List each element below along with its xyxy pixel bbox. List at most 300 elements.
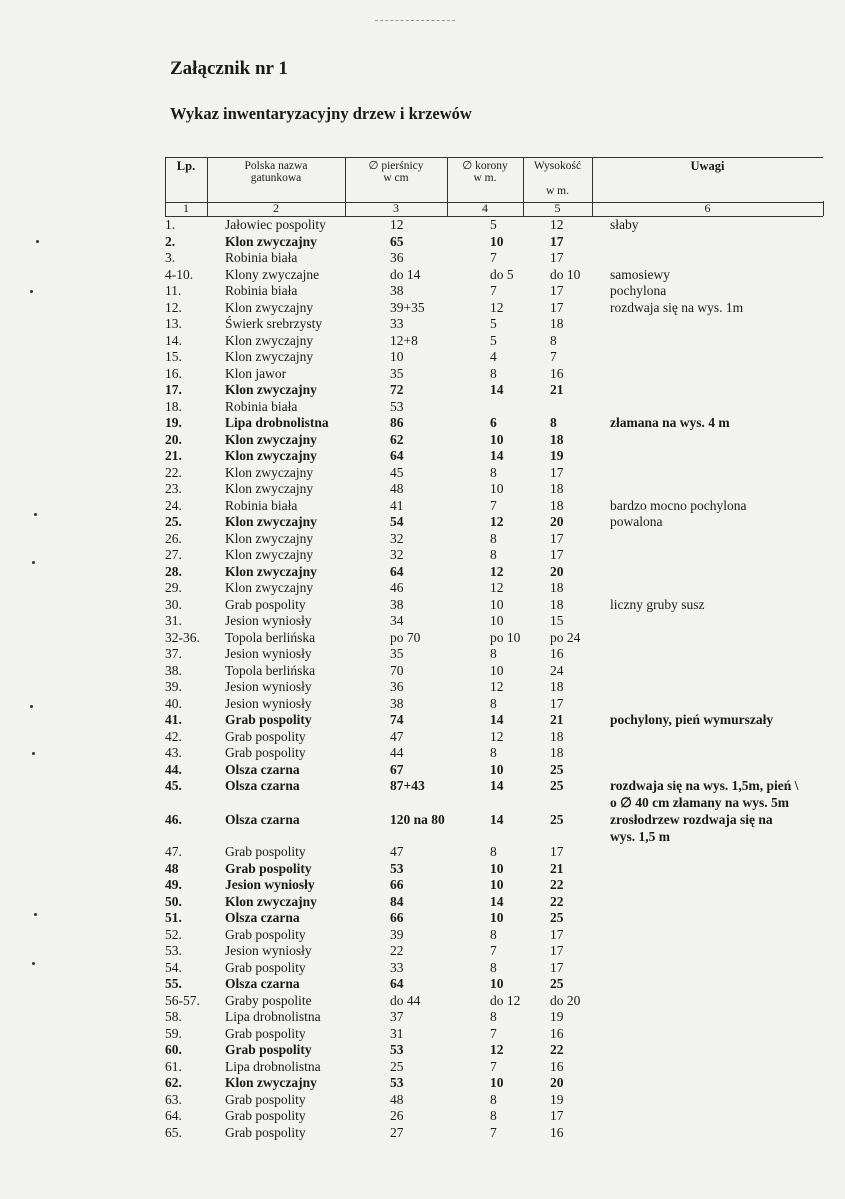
row-korona: 10 — [490, 431, 504, 447]
row-wysokosc: 18 — [550, 596, 564, 612]
row-species: Grab pospolity — [225, 1025, 306, 1041]
row-wysokosc: 25 — [550, 812, 564, 827]
row-piersnica: 84 — [390, 893, 404, 909]
row-uwagi: zrosłodrzew rozdwaja się na wys. 1,5 m — [610, 812, 773, 844]
row-korona: 5 — [490, 332, 497, 348]
row-piersnica: 36 — [390, 679, 404, 694]
row-species: Grab pospolity — [225, 728, 306, 744]
row-wysokosc: 17 — [550, 844, 564, 859]
row-wysokosc: 16 — [550, 1025, 564, 1041]
row-lp: 49. — [165, 877, 182, 892]
row-wysokosc: 18 — [550, 728, 564, 744]
row-species: Olsza czarna — [225, 976, 300, 991]
row-wysokosc: 22 — [550, 1042, 564, 1057]
row-wysokosc: 17 — [550, 299, 564, 315]
row-piersnica: 86 — [390, 415, 404, 430]
row-piersnica: 22 — [390, 943, 404, 958]
row-korona: 10 — [490, 761, 504, 777]
row-wysokosc: 25 — [550, 910, 564, 925]
row-korona: 7 — [490, 497, 497, 513]
row-lp: 58. — [165, 1009, 182, 1024]
scan-speck — [34, 913, 37, 916]
row-wysokosc: 21 — [550, 860, 564, 876]
row-lp: 4-10. — [165, 266, 194, 282]
row-korona: 8 — [490, 844, 497, 859]
row-species: Klon zwyczajny — [225, 580, 314, 595]
row-lp: 22. — [165, 464, 182, 480]
row-piersnica: 53 — [390, 1042, 404, 1057]
row-species: Graby pospolite — [225, 992, 312, 1008]
row-uwagi: samosiewy — [610, 266, 670, 282]
row-wysokosc: 8 — [550, 415, 557, 430]
row-korona: 4 — [490, 349, 497, 364]
row-lp: 12. — [165, 299, 182, 315]
row-lp: 37. — [165, 646, 182, 661]
row-species: Klon zwyczajny — [225, 299, 314, 315]
row-species: Klon zwyczajny — [225, 481, 314, 496]
row-wysokosc: 19 — [550, 448, 564, 463]
row-korona: 8 — [490, 1108, 497, 1123]
row-piersnica: 38 — [390, 695, 404, 711]
row-lp: 50. — [165, 893, 182, 909]
row-species: Grab pospolity — [225, 959, 306, 975]
row-wysokosc: 17 — [550, 283, 564, 298]
row-piersnica: 47 — [390, 844, 404, 859]
row-lp: 11. — [165, 283, 182, 298]
row-lp: 56-57. — [165, 992, 200, 1008]
row-species: Klon zwyczajny — [225, 382, 317, 397]
row-korona: 10 — [490, 613, 504, 628]
row-uwagi: liczny gruby susz — [610, 596, 705, 612]
row-lp: 42. — [165, 728, 182, 744]
row-piersnica: do 14 — [390, 266, 421, 282]
row-piersnica: 37 — [390, 1009, 404, 1024]
row-species: Klon zwyczajny — [225, 530, 314, 546]
row-lp: 32-36. — [165, 629, 200, 645]
row-lp: 13. — [165, 316, 182, 331]
row-species: Lipa drobnolistna — [225, 1058, 321, 1074]
col-num-3: 3 — [393, 201, 399, 215]
row-lp: 28. — [165, 563, 182, 579]
row-korona: 7 — [490, 1025, 497, 1041]
row-species: Grab pospolity — [225, 844, 306, 859]
row-piersnica: 47 — [390, 728, 404, 744]
row-species: Jesion wyniosły — [225, 877, 315, 892]
row-lp: 30. — [165, 596, 182, 612]
row-korona: 8 — [490, 365, 497, 381]
row-lp: 64. — [165, 1108, 182, 1123]
row-lp: 53. — [165, 943, 182, 958]
row-wysokosc: 17 — [550, 547, 564, 562]
row-species: Jesion wyniosły — [225, 613, 312, 628]
row-wysokosc: 18 — [550, 745, 564, 760]
row-wysokosc: 20 — [550, 1075, 564, 1090]
row-korona: 14 — [490, 778, 504, 793]
row-wysokosc: 17 — [550, 1108, 564, 1123]
row-piersnica: 36 — [390, 250, 404, 265]
row-piersnica: 53 — [390, 398, 404, 414]
row-wysokosc: 8 — [550, 332, 557, 348]
row-lp: 54. — [165, 959, 182, 975]
row-piersnica: 33 — [390, 316, 404, 331]
row-species: Klon zwyczajny — [225, 349, 314, 364]
row-lp: 16. — [165, 365, 182, 381]
col-num-5: 5 — [554, 201, 561, 215]
page-title: Załącznik nr 1 — [170, 58, 288, 79]
row-wysokosc: 17 — [550, 926, 564, 942]
row-species: Jesion wyniosły — [225, 679, 312, 694]
row-piersnica: 67 — [390, 761, 404, 777]
row-wysokosc: 18 — [550, 431, 564, 447]
row-korona: 14 — [490, 382, 504, 397]
row-wysokosc: 17 — [550, 233, 564, 249]
row-lp: 14. — [165, 332, 182, 348]
row-korona: 8 — [490, 695, 497, 711]
row-korona: po 10 — [490, 629, 521, 645]
row-piersnica: 72 — [390, 382, 404, 397]
row-piersnica: 74 — [390, 712, 404, 727]
row-species: Olsza czarna — [225, 761, 300, 777]
row-wysokosc: 17 — [550, 464, 564, 480]
row-korona: 12 — [490, 679, 504, 694]
row-piersnica: 64 — [390, 448, 404, 463]
row-lp: 29. — [165, 580, 182, 595]
row-wysokosc: 12 — [550, 217, 564, 232]
row-lp: 2. — [165, 233, 176, 249]
row-lp: 15. — [165, 349, 182, 364]
row-species: Robinia biała — [225, 497, 298, 513]
row-species: Klon jawor — [225, 365, 287, 381]
row-lp: 45. — [165, 778, 182, 793]
row-korona: 10 — [490, 481, 504, 496]
row-species: Klony zwyczajne — [225, 266, 320, 282]
row-korona: 10 — [490, 976, 504, 991]
row-korona: 6 — [490, 415, 497, 430]
row-piersnica: 27 — [390, 1124, 404, 1140]
row-wysokosc: 16 — [550, 1124, 564, 1140]
row-lp: 19. — [165, 415, 182, 430]
scan-speck — [36, 240, 39, 243]
row-piersnica: 12+8 — [390, 332, 418, 348]
row-korona: 8 — [490, 926, 497, 942]
row-species: Grab pospolity — [225, 745, 306, 760]
header-piersnica: ∅ pierśnicy w cm — [368, 160, 424, 184]
row-piersnica: 32 — [390, 530, 404, 546]
scan-speck — [32, 561, 35, 564]
row-wysokosc: 25 — [550, 778, 564, 793]
row-piersnica: 31 — [390, 1025, 404, 1041]
row-wysokosc: 25 — [550, 761, 564, 777]
row-wysokosc: 18 — [550, 481, 564, 496]
row-piersnica: 34 — [390, 613, 404, 628]
row-korona: 12 — [490, 299, 504, 315]
row-species: Klon zwyczajny — [225, 448, 317, 463]
row-wysokosc: 18 — [550, 497, 564, 513]
row-species: Klon zwyczajny — [225, 893, 317, 909]
row-lp: 59. — [165, 1025, 182, 1041]
col-num-1: 1 — [183, 201, 189, 215]
row-piersnica: 12 — [390, 217, 404, 232]
row-uwagi: bardzo mocno pochylona — [610, 497, 747, 513]
row-lp: 27. — [165, 547, 182, 562]
row-korona: 12 — [490, 514, 504, 529]
row-piersnica: 26 — [390, 1108, 404, 1123]
row-wysokosc: 18 — [550, 580, 564, 595]
row-species: Klon zwyczajny — [225, 464, 314, 480]
row-wysokosc: 16 — [550, 365, 564, 381]
row-wysokosc: 22 — [550, 877, 564, 892]
row-lp: 65. — [165, 1124, 182, 1140]
row-korona: 14 — [490, 712, 504, 727]
row-piersnica: 38 — [390, 283, 404, 298]
row-korona: 8 — [490, 1009, 497, 1024]
row-species: Grab pospolity — [225, 1108, 306, 1123]
scan-speck — [32, 962, 35, 965]
row-korona: 12 — [490, 580, 504, 595]
row-korona: 12 — [490, 1042, 504, 1057]
row-lp: 47. — [165, 844, 182, 859]
row-piersnica: 46 — [390, 580, 404, 595]
row-lp: 41. — [165, 712, 182, 727]
row-piersnica: 53 — [390, 860, 404, 876]
row-korona: 8 — [490, 959, 497, 975]
row-piersnica: 62 — [390, 431, 404, 447]
row-piersnica: 38 — [390, 596, 404, 612]
row-piersnica: 45 — [390, 464, 404, 480]
row-species: Grab pospolity — [225, 712, 312, 727]
page-subtitle: Wykaz inwentaryzacyjny drzew i krzewów — [170, 104, 472, 123]
header-uwagi: Uwagi — [690, 159, 725, 173]
row-species: Lipa drobnolistna — [225, 415, 329, 430]
row-lp: 24. — [165, 497, 182, 513]
row-wysokosc: 15 — [550, 613, 564, 628]
header-wysokosc: Wysokość w m. — [533, 160, 582, 197]
row-lp: 17. — [165, 382, 182, 397]
row-korona: 8 — [490, 646, 497, 661]
row-lp: 21. — [165, 448, 182, 463]
note-text: powalona — [610, 514, 663, 529]
row-piersnica: 10 — [390, 349, 404, 364]
row-piersnica: 39+35 — [390, 299, 425, 315]
row-piersnica: do 44 — [390, 992, 421, 1008]
row-wysokosc: 20 — [550, 563, 564, 579]
row-lp: 23. — [165, 481, 182, 496]
row-uwagi: pochylona — [610, 283, 667, 298]
row-korona: 7 — [490, 283, 497, 298]
row-piersnica: 70 — [390, 662, 404, 678]
row-lp: 38. — [165, 662, 182, 678]
row-wysokosc: 25 — [550, 976, 564, 991]
row-species: Grab pospolity — [225, 1042, 312, 1057]
row-uwagi: pochylony, pień wymurszały — [610, 712, 774, 727]
row-piersnica: 65 — [390, 233, 404, 249]
row-piersnica: 25 — [390, 1058, 404, 1074]
row-piersnica: 48 — [390, 1091, 404, 1107]
row-species: Grab pospolity — [225, 596, 306, 612]
row-wysokosc: do 10 — [550, 266, 581, 282]
row-species: Topola berlińska — [225, 629, 316, 645]
row-korona: 10 — [490, 662, 504, 678]
row-piersnica: 33 — [390, 959, 404, 975]
row-wysokosc: 17 — [550, 695, 564, 711]
row-lp: 39. — [165, 679, 182, 694]
row-species: Jesion wyniosły — [225, 646, 312, 661]
row-piersnica: 120 na 80 — [390, 812, 445, 827]
row-species: Olsza czarna — [225, 778, 300, 793]
row-korona: 7 — [490, 250, 497, 265]
row-piersnica: 44 — [390, 745, 404, 760]
header-lp: Lp. — [176, 159, 196, 173]
row-species: Jesion wyniosły — [225, 695, 312, 711]
row-wysokosc: 19 — [550, 1091, 564, 1107]
row-piersnica: 35 — [390, 365, 404, 381]
row-korona: 7 — [490, 1058, 497, 1074]
row-wysokosc: 22 — [550, 893, 564, 909]
row-piersnica: 48 — [390, 481, 404, 496]
row-species: Robinia biała — [225, 283, 298, 298]
row-piersnica: 66 — [390, 877, 404, 892]
scan-speck — [30, 290, 33, 293]
row-species: Topola berlińska — [225, 662, 316, 678]
row-piersnica: 32 — [390, 547, 404, 562]
row-lp: 18. — [165, 398, 182, 414]
row-uwagi: rozdwaja się na wys. 1m — [610, 299, 744, 315]
row-piersnica: 87+43 — [390, 778, 425, 793]
row-korona: 8 — [490, 1091, 497, 1107]
row-wysokosc: 19 — [550, 1009, 564, 1024]
row-korona: 12 — [490, 728, 504, 744]
row-wysokosc: 18 — [550, 679, 564, 694]
scan-speck — [32, 752, 35, 755]
row-piersnica: 35 — [390, 646, 404, 661]
row-korona: 7 — [490, 1124, 497, 1140]
row-wysokosc: 18 — [550, 316, 564, 331]
row-uwagi: rozdwaja się na wys. 1,5m, pień \ o ∅ 40 cm złamany na wys. 5m — [610, 778, 799, 810]
row-lp: 1. — [165, 217, 176, 232]
row-lp: 31. — [165, 613, 182, 628]
row-lp: 20. — [165, 431, 182, 447]
row-wysokosc: 17 — [550, 530, 564, 546]
row-lp: 55. — [165, 976, 182, 991]
row-korona: 8 — [490, 547, 497, 562]
row-wysokosc: 17 — [550, 943, 564, 958]
row-korona: 5 — [490, 316, 497, 331]
row-uwagi: słaby — [610, 217, 639, 232]
row-species: Grab pospolity — [225, 1124, 306, 1140]
row-korona: 12 — [490, 563, 504, 579]
row-korona: 14 — [490, 448, 504, 463]
row-korona: 14 — [490, 812, 504, 827]
row-species: Klon zwyczajny — [225, 514, 317, 529]
row-korona: 10 — [490, 1075, 504, 1090]
col-num-2: 2 — [273, 201, 279, 215]
row-lp: 26. — [165, 530, 182, 546]
row-wysokosc: 7 — [550, 349, 557, 364]
row-wysokosc: 16 — [550, 1058, 564, 1074]
row-lp: 43. — [165, 745, 182, 760]
row-wysokosc: 20 — [550, 514, 564, 529]
row-korona: 8 — [490, 530, 497, 546]
row-lp: 48 — [165, 860, 179, 876]
row-piersnica: 54 — [390, 514, 404, 529]
row-species: Robinia biała — [225, 250, 298, 265]
header-korona: ∅ korony w m. — [462, 160, 508, 184]
col-num-6: 6 — [704, 201, 711, 215]
row-species: Grab pospolity — [225, 860, 312, 876]
row-species: Świerk srebrzysty — [225, 316, 323, 331]
row-wysokosc: 24 — [550, 662, 564, 678]
row-piersnica: 64 — [390, 563, 404, 579]
row-species: Klon zwyczajny — [225, 1075, 317, 1090]
row-korona: 10 — [490, 596, 504, 612]
row-species: Jesion wyniosły — [225, 943, 312, 958]
row-wysokosc: 16 — [550, 646, 564, 661]
row-species: Robinia biała — [225, 398, 298, 414]
row-species: Klon zwyczajny — [225, 332, 314, 348]
row-piersnica: 39 — [390, 926, 404, 942]
row-korona: 10 — [490, 233, 504, 249]
row-wysokosc: 21 — [550, 382, 564, 397]
row-korona: do 12 — [490, 992, 521, 1008]
row-lp: 62. — [165, 1075, 182, 1090]
row-korona: 10 — [490, 877, 504, 892]
row-wysokosc: po 24 — [550, 629, 581, 645]
row-wysokosc: 21 — [550, 712, 564, 727]
row-korona: 5 — [490, 217, 497, 232]
row-species: Jałowiec pospolity — [225, 217, 326, 232]
row-species: Olsza czarna — [225, 910, 300, 925]
scan-speck — [30, 705, 33, 708]
row-lp: 60. — [165, 1042, 182, 1057]
header-name: Polska nazwa gatunkowa — [244, 160, 308, 184]
row-lp: 3. — [165, 250, 176, 265]
row-korona: 7 — [490, 943, 497, 958]
row-piersnica: 66 — [390, 910, 404, 925]
column-number-row — [165, 201, 823, 217]
row-species: Klon zwyczajny — [225, 547, 314, 562]
scan-artifact — [375, 20, 455, 27]
row-lp: 40. — [165, 695, 182, 711]
row-wysokosc: do 20 — [550, 992, 581, 1008]
row-lp: 52. — [165, 926, 182, 942]
row-wysokosc: 17 — [550, 250, 564, 265]
row-lp: 46. — [165, 812, 182, 827]
row-species: Klon zwyczajny — [225, 233, 317, 249]
row-species: Grab pospolity — [225, 926, 306, 942]
row-piersnica: 64 — [390, 976, 404, 991]
row-piersnica: 41 — [390, 497, 404, 513]
row-piersnica: 53 — [390, 1075, 404, 1090]
row-korona: 8 — [490, 745, 497, 760]
row-lp: 51. — [165, 910, 182, 925]
row-korona: 10 — [490, 860, 504, 876]
row-korona: 8 — [490, 464, 497, 480]
row-species: Klon zwyczajny — [225, 563, 317, 579]
row-species: Lipa drobnolistna — [225, 1009, 321, 1024]
row-species: Grab pospolity — [225, 1091, 306, 1107]
row-piersnica: po 70 — [390, 629, 421, 645]
row-wysokosc: 17 — [550, 959, 564, 975]
table-header — [165, 157, 823, 203]
scan-speck — [34, 513, 37, 516]
row-species: Olsza czarna — [225, 812, 300, 827]
row-uwagi: złamana na wys. 4 m — [610, 415, 730, 430]
row-lp: 25. — [165, 514, 182, 529]
row-lp: 61. — [165, 1058, 182, 1074]
row-lp: 63. — [165, 1091, 182, 1107]
row-korona: 14 — [490, 893, 504, 909]
row-korona: 10 — [490, 910, 504, 925]
